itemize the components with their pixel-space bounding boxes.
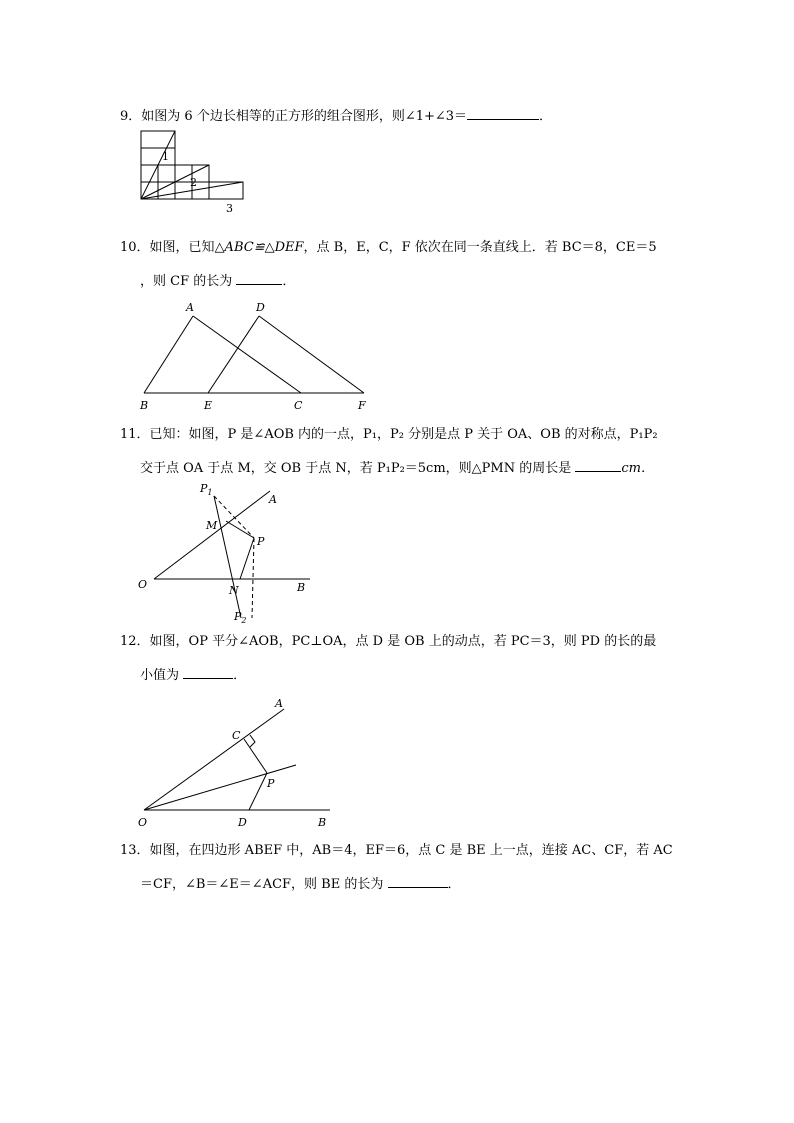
q11-label-N: N xyxy=(229,584,239,597)
q11-number: 11． xyxy=(120,427,150,442)
q10-stem-a: 如图，已知 xyxy=(149,240,215,255)
q12-line1 xyxy=(120,633,656,651)
q11-unit: cm． xyxy=(621,461,654,476)
q10-answer-blank[interactable] xyxy=(236,270,282,285)
q12-label-O: O xyxy=(138,816,148,829)
q11-label-M: M xyxy=(206,519,218,532)
q9-answer-blank[interactable] xyxy=(467,105,539,120)
q13-end: ． xyxy=(447,877,461,892)
q10-stem-c: ，则 CF 的长为 xyxy=(140,274,233,289)
q10-triangles-figure xyxy=(136,300,376,415)
q9-angle-label-3: 3 xyxy=(226,202,233,215)
q12-label-D: D xyxy=(238,816,247,829)
q12-label-A: A xyxy=(275,697,283,710)
q13-line2 xyxy=(140,873,461,894)
q11-stem-b: 交于点 OA 于点 M，交 OB 于点 N，若 P₁P₂＝5cm，则△PMN 的周长是 xyxy=(140,461,572,476)
q11-label-P1: $P_1$ xyxy=(200,482,213,497)
q12-line2 xyxy=(140,664,246,685)
q11-reflection-figure xyxy=(134,478,324,628)
q9-angle-label-2: 2 xyxy=(190,176,197,189)
q11-line2 xyxy=(140,457,654,478)
q11-answer-blank[interactable] xyxy=(575,457,621,472)
q11-label-P: P xyxy=(257,535,265,548)
q11-label-O: O xyxy=(138,578,148,591)
q11-stem-a: 已知：如图，P 是∠AOB 内的一点，P₁，P₂ 分别是点 P 关于 OA、OB 的对称点，P₁P₂ xyxy=(149,427,658,442)
q9-angle-label-1: 1 xyxy=(162,150,169,163)
q10-end: ． xyxy=(282,274,296,289)
q9-end: ． xyxy=(539,109,553,124)
q10-line2 xyxy=(140,270,295,291)
q10-label-C: C xyxy=(294,399,303,412)
q9-stem: 如图为 6 个边长相等的正方形的组合图形，则∠1+∠3＝ xyxy=(141,109,468,124)
q12-end: ． xyxy=(233,668,247,683)
q9-text xyxy=(120,105,552,126)
q11-label-B: B xyxy=(297,581,306,594)
q12-label-C: C xyxy=(232,729,241,742)
q13-stem-a: 如图，在四边形 ABEF 中，AB＝4，EF＝6，点 C 是 BE 上一点，连接 AC、CF，若 AC xyxy=(149,843,673,858)
q13-number: 13． xyxy=(120,843,150,858)
q12-stem-b: 小值为 xyxy=(140,668,180,683)
q12-label-B: B xyxy=(318,816,327,829)
q10-label-B: B xyxy=(140,399,149,412)
q12-number: 12． xyxy=(120,634,150,649)
q12-label-P: P xyxy=(267,777,275,790)
q10-label-A: A xyxy=(186,301,194,314)
q10-label-E: E xyxy=(204,399,213,412)
q11-label-P2: $P_2$ xyxy=(234,610,247,625)
q11-label-A: A xyxy=(269,493,277,506)
q10-label-F: F xyxy=(358,399,366,412)
q10-line1 xyxy=(120,239,657,257)
q12-stem-a: 如图，OP 平分∠AOB，PC⊥OA，点 D 是 OB 上的动点，若 PC＝3，则 PD 的长的最 xyxy=(149,634,657,649)
q10-congruence: △ABC≌△DEF xyxy=(214,240,304,255)
q10-stem-b: ，点 B，E，C，F 依次在同一条直线上．若 BC＝8，CE＝5 xyxy=(303,240,657,255)
q11-line1 xyxy=(120,426,658,444)
q9-number: 9． xyxy=(120,109,142,124)
q9-squares-figure xyxy=(138,128,248,215)
q13-line1 xyxy=(120,842,673,860)
q10-label-D: D xyxy=(256,301,265,314)
q10-number: 10． xyxy=(120,240,150,255)
q12-answer-blank[interactable] xyxy=(183,664,233,679)
q13-answer-blank[interactable] xyxy=(388,873,448,888)
q13-stem-b: ＝CF，∠B＝∠E＝∠ACF，则 BE 的长为 xyxy=(140,877,384,892)
q12-bisector-figure xyxy=(134,692,344,832)
